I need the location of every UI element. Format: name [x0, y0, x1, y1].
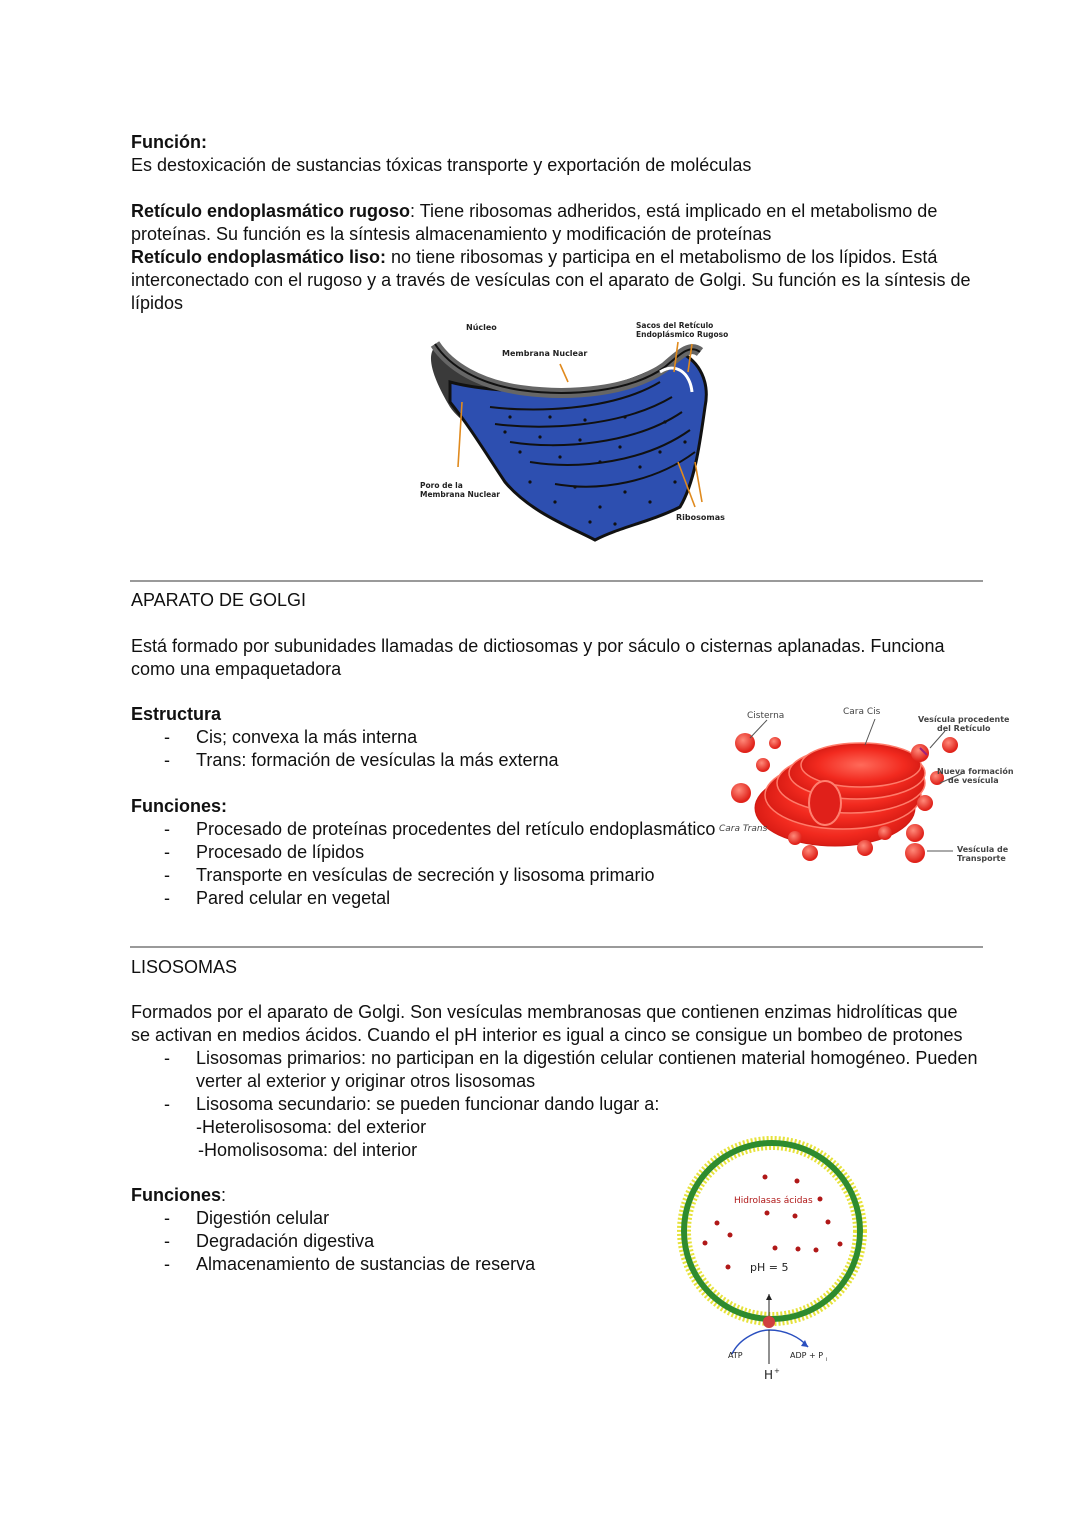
- vesicula-transporte-label-1: Vesícula de: [957, 845, 1009, 854]
- cisterna-label: Cisterna: [747, 711, 785, 721]
- list-item: - Degradación digestiva: [131, 1230, 535, 1253]
- vesicula-procedente-label-1: Vesícula procedente: [918, 715, 1010, 724]
- list-item: - Procesado de proteínas procedentes del retículo endoplasmático: [131, 818, 715, 841]
- lisosomas-funciones-title-text: Funciones: [131, 1185, 222, 1205]
- lisosoma-membrane: [684, 1143, 860, 1319]
- poro-label-1: Poro de la: [420, 481, 463, 490]
- list-item: - Transporte en vesículas de secreción y lisosoma primario: [131, 864, 715, 887]
- lisosomas-types-list: [131, 1047, 991, 1116]
- ribosomas-label: Ribosomas: [676, 513, 725, 522]
- h-superscript: +: [774, 1367, 780, 1375]
- atp-label: ATP: [728, 1351, 743, 1360]
- funcion-text: Es destoxicación de sustancias tóxicas transporte y exportación de moléculas: [131, 155, 752, 175]
- adp-label: ADP + P: [790, 1351, 824, 1360]
- lisosomas-funciones-title: [131, 1184, 226, 1207]
- cara-cis-label: Cara Cis: [843, 707, 881, 717]
- nueva-formacion-label-2: de vesícula: [948, 776, 999, 785]
- funcion-section: [131, 131, 991, 177]
- golgi-estructura-list: [131, 726, 559, 772]
- nueva-formacion-label-1: Nueva formación: [937, 767, 1014, 776]
- hidrolasas-label: Hidrolasas ácidas: [734, 1196, 813, 1206]
- ph-label: pH = 5: [750, 1261, 789, 1274]
- cara-trans-label: Cara Trans: [719, 824, 768, 834]
- list-item: - Cis; convexa la más interna: [131, 726, 559, 749]
- reticulo-endoplasmatico-figure: [410, 312, 750, 552]
- lisosomas-heading: LISOSOMAS: [131, 957, 238, 977]
- sacos-label-2: Endoplásmico Rugoso: [636, 330, 729, 339]
- reticulo-rugoso-paragraph: [131, 200, 991, 246]
- list-item: - Almacenamiento de sustancias de reserva: [131, 1253, 535, 1276]
- reticulo-liso-paragraph: [131, 246, 991, 315]
- list-item: - Pared celular en vegetal: [131, 887, 715, 910]
- adp-subscript: i: [826, 1357, 828, 1363]
- homolisosoma-text: -Homolisosoma: del interior: [198, 1140, 418, 1160]
- proton-pump: [763, 1316, 775, 1328]
- golgi-estructura-title: Estructura: [131, 704, 222, 724]
- golgi-figure: [715, 703, 1015, 873]
- nucleo-label: Núcleo: [466, 323, 497, 332]
- membrana-nuclear-label: Membrana Nuclear: [502, 349, 588, 358]
- h-label: H: [764, 1368, 774, 1382]
- lisosomas-intro: Formados por el aparato de Golgi. Son vesículas membranosas que contienen enzimas hidrolíticas que se activan en medios ácidos. Cuando el pH interior es igual a cinco se consigue un bombeo de protones: [131, 1002, 963, 1045]
- list-item: - Trans: formación de vesículas la más externa: [131, 749, 559, 772]
- sacos-label-1: Sacos del Retículo: [636, 321, 714, 330]
- funcion-title: Función:: [131, 132, 207, 152]
- lisosomas-funciones-title-colon: :: [221, 1185, 227, 1205]
- list-item: - Lisosomas primarios: no participan en la digestión celular contienen material homogéneo. Pueden verter al exterior y originar otros lisosomas: [131, 1047, 991, 1093]
- section-divider: [130, 580, 983, 582]
- golgi-funciones-title: Funciones:: [131, 796, 228, 816]
- membrane-outer: [680, 1139, 864, 1323]
- golgi-intro: Está formado por subunidades llamadas de dictiosomas y por sáculo o cisternas aplanadas. Funciona como una empaquetadora: [131, 636, 945, 679]
- heterolisosoma-text: -Heterolisosoma: del exterior: [196, 1117, 427, 1137]
- list-item: - Procesado de lípidos: [131, 841, 715, 864]
- reticulo-section: [131, 200, 991, 315]
- vesicula-transporte-label-2: Transporte: [957, 854, 1006, 863]
- membrane-inner: [689, 1148, 855, 1314]
- pump-arrowhead: [766, 1294, 772, 1300]
- section-divider: [130, 946, 983, 948]
- poro-label-2: Membrana Nuclear: [420, 490, 500, 499]
- hidrolasas-dots: [703, 1175, 843, 1270]
- lisosoma-figure: [670, 1132, 880, 1390]
- golgi-heading: APARATO DE GOLGI: [131, 590, 307, 610]
- lisosomas-funciones-list: [131, 1207, 535, 1276]
- reticulo-liso-label: Retículo endoplasmático liso:: [131, 247, 387, 267]
- reticulo-liso-text: no tiene ribosomas y participa en el metabolismo de los lípidos. Está interconectado con el rugoso y a través de vesículas con el aparato de Golgi. Su función es la síntesis de lípidos: [131, 247, 971, 313]
- reticulo-rugoso-text: : Tiene ribosomas adheridos, está implicado en el metabolismo de proteínas. Su función es la síntesis almacenamiento y modificación de proteínas: [131, 201, 938, 244]
- reticulo-rugoso-label: Retículo endoplasmático rugoso: [131, 201, 411, 221]
- list-item: - Digestión celular: [131, 1207, 535, 1230]
- vesicula-procedente-label-2: del Retículo: [937, 724, 991, 733]
- golgi-funciones-list: [131, 818, 715, 910]
- golgi-cisternae: [755, 743, 925, 846]
- list-item: - Lisosoma secundario: se pueden funcionar dando lugar a:: [131, 1093, 991, 1116]
